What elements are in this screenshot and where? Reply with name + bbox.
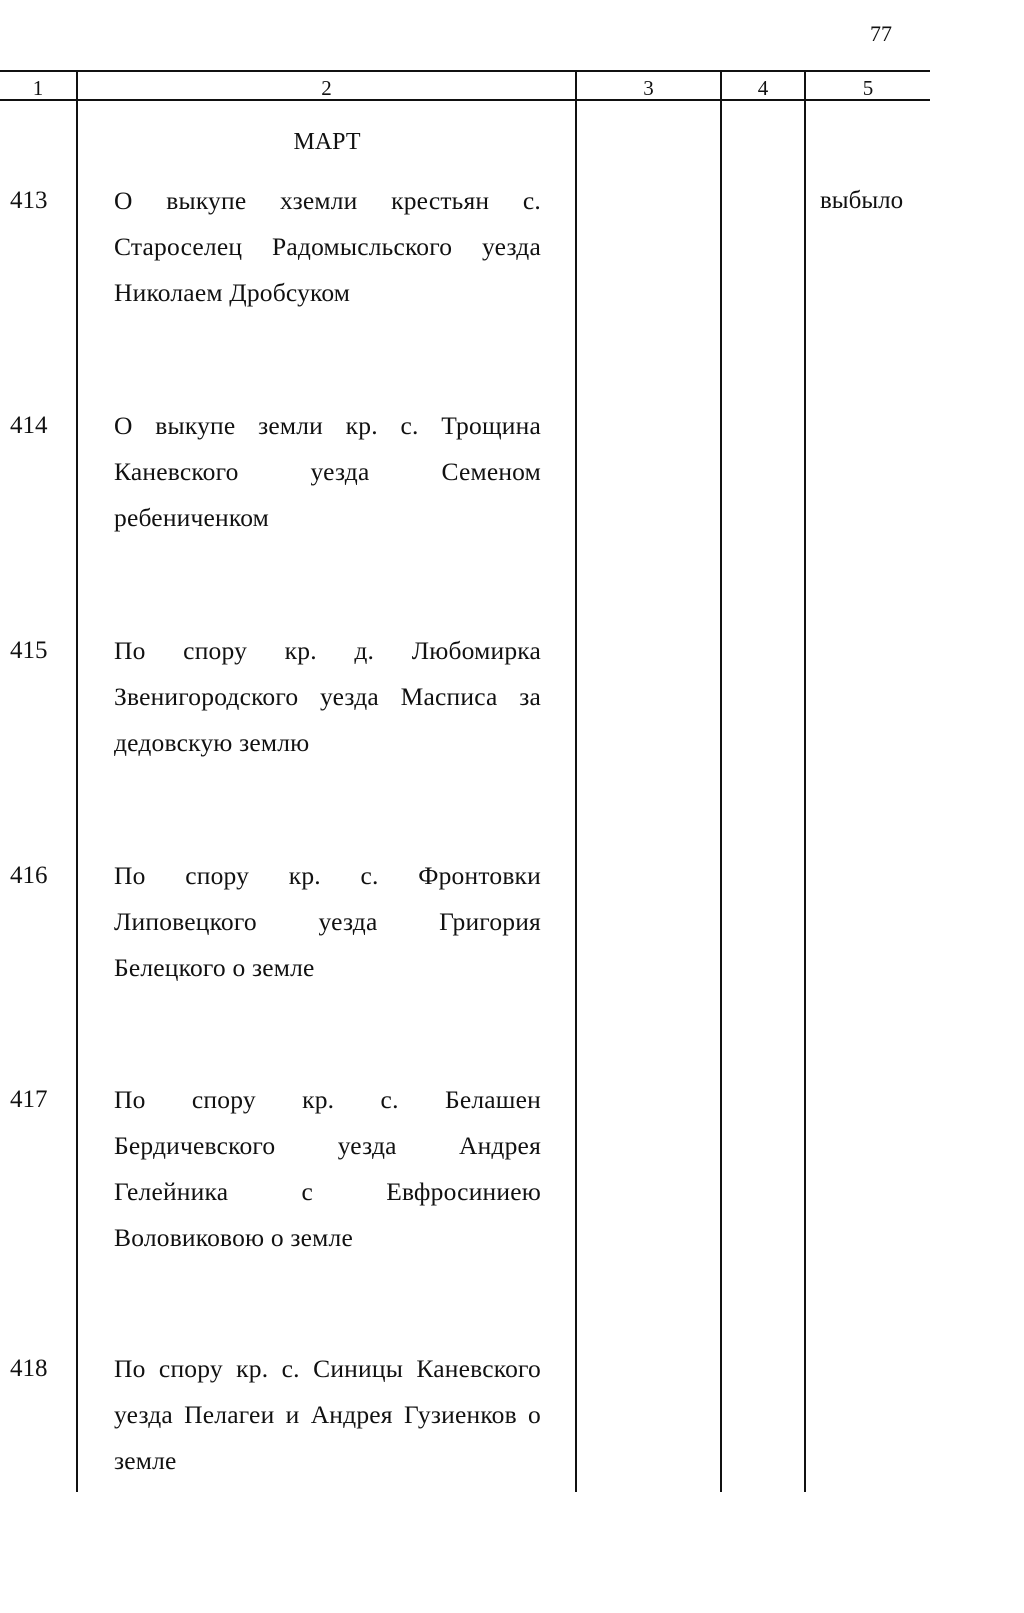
page-number: 77 bbox=[870, 21, 892, 46]
entry-number: 414 bbox=[10, 412, 48, 439]
entry-number: 413 bbox=[10, 187, 48, 214]
column-header-5: 5 bbox=[862, 76, 874, 100]
entry-description: По спору кр. д. Любомирка Звенигородского уезда Масписа за дедовскую землю bbox=[114, 636, 541, 757]
column-divider-3 bbox=[720, 72, 722, 1492]
table-top-rule bbox=[0, 70, 930, 72]
entry-number: 416 bbox=[10, 862, 48, 889]
entry-description: О выкупе хземли крестьян с. Староселец Радомысльского уезда Николаем Дробсуком bbox=[114, 186, 541, 307]
column-header-3: 3 bbox=[643, 76, 654, 100]
column-header-4: 4 bbox=[757, 76, 769, 100]
column-header-1: 1 bbox=[32, 76, 44, 100]
entry-number: 418 bbox=[10, 1355, 48, 1382]
column-divider-1 bbox=[76, 72, 78, 1492]
entry-description: О выкупе земли кр. с. Трощина Каневского уезда Семеном ребениченком bbox=[114, 411, 541, 532]
column-divider-2 bbox=[575, 72, 577, 1492]
month-heading: МАРТ bbox=[293, 129, 361, 155]
entry-number: 415 bbox=[10, 637, 48, 664]
entry-description: По спору кр. с. Синицы Каневского уезда Пелагеи и Андрея Гузиенков о земле bbox=[114, 1354, 541, 1475]
entry-description: По спору кр. с. Фронтовки Липовецкого уезда Григория Белецкого о земле bbox=[114, 861, 541, 982]
entry-description: По спору кр. с. Белашен Бердичевского уезда Андрея Гелейника с Евфросиниею Воловиковою о земле bbox=[114, 1085, 541, 1252]
column-header-2: 2 bbox=[321, 76, 332, 100]
column-divider-4 bbox=[804, 72, 806, 1492]
entry-number: 417 bbox=[10, 1086, 48, 1113]
entry-status: выбыло bbox=[820, 187, 904, 214]
